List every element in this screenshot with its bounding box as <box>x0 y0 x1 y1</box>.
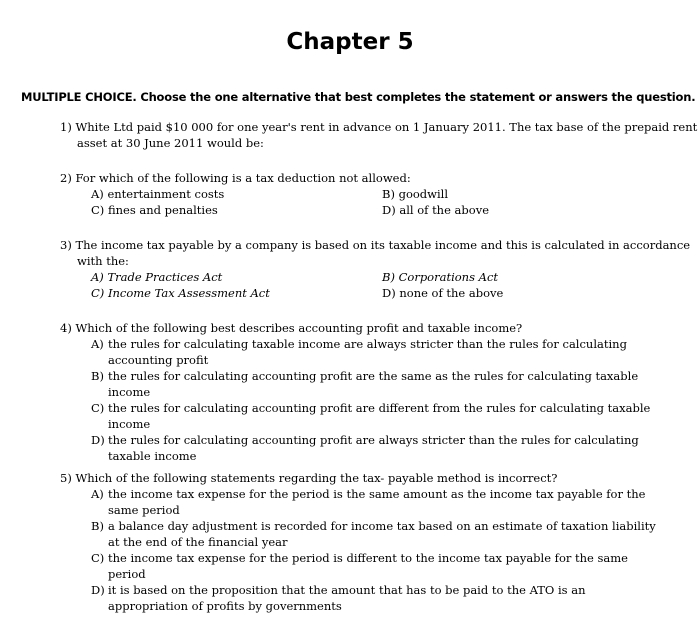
question-3-stem-line-1: 3) The income tax payable by a company is based on its taxable income and this is calculated in accordance <box>60 238 691 252</box>
question-3-stem-line-2: with the: <box>77 254 129 268</box>
question-2 <box>60 170 670 218</box>
question-1 <box>60 119 698 151</box>
question-5-option-a: A) the income tax expense for the period is the same amount as the income tax payable for the same period <box>91 487 646 517</box>
chapter-title: Chapter 5 <box>286 29 414 55</box>
question-5-option-c: C) the income tax expense for the period is different to the income tax payable for the same period <box>91 551 628 581</box>
question-5 <box>60 470 670 614</box>
question-4 <box>60 320 670 464</box>
question-1-stem-line-2: asset at 30 June 2011 would be: <box>77 136 264 150</box>
instructions: MULTIPLE CHOICE. Choose the one alternative that best completes the statement or answers the question. <box>21 90 696 104</box>
question-2-stem: 2) For which of the following is a tax deduction not allowed: <box>60 171 411 185</box>
question-4-stem: 4) Which of the following best describes accounting profit and taxable income? <box>60 321 523 335</box>
question-3 <box>60 237 691 301</box>
question-1-stem-line-1: 1) White Ltd paid $10 000 for one year's rent in advance on 1 January 2011. The tax base of the prepaid rent <box>60 120 698 134</box>
question-2-option-a: A) entertainment costs <box>91 187 225 201</box>
question-3-option-a: A) Trade Practices Act <box>91 270 223 284</box>
question-5-stem: 5) Which of the following statements regarding the tax- payable method is incorrect? <box>60 471 558 485</box>
question-4-option-d: D) the rules for calculating accounting profit are always stricter than the rules for calculating taxable income <box>91 433 639 463</box>
question-2-option-d: D) all of the above <box>382 203 489 217</box>
question-5-option-b: B) a balance day adjustment is recorded for income tax based on an estimate of taxation liability at the end of the financial year <box>91 519 656 549</box>
question-2-option-b: B) goodwill <box>382 187 449 201</box>
question-4-option-b: B) the rules for calculating accounting profit are the same as the rules for calculating taxable income <box>91 369 639 399</box>
question-3-option-d: D) none of the above <box>382 286 504 300</box>
question-5-option-d: D) it is based on the proposition that the amount that has to be paid to the ATO is an appropriation of profits by governments <box>91 583 586 613</box>
question-3-option-c: C) Income Tax Assessment Act <box>91 286 270 300</box>
question-3-option-b: B) Corporations Act <box>382 270 499 284</box>
question-4-option-c: C) the rules for calculating accounting profit are different from the rules for calculating taxable income <box>91 401 651 431</box>
question-4-option-a: A) the rules for calculating taxable income are always stricter than the rules for calculating accounting profit <box>91 337 627 367</box>
question-2-option-c: C) fines and penalties <box>91 203 218 217</box>
